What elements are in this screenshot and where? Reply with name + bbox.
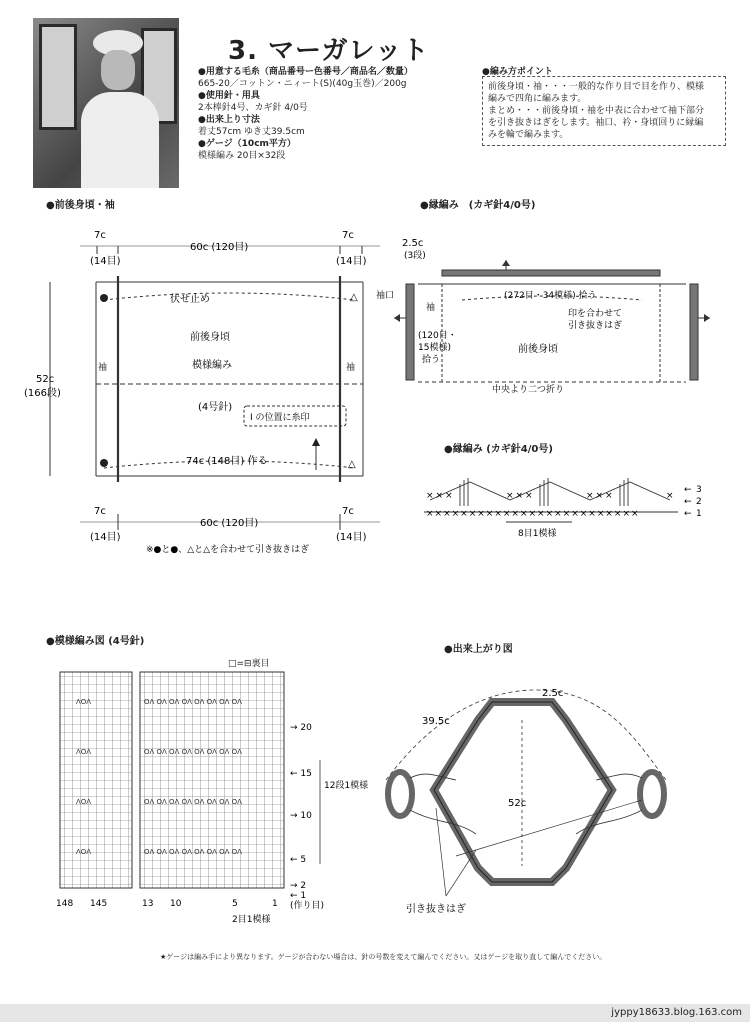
svg-text:×××: ××× [426, 491, 455, 501]
fold-label: 中央より二つ折り [492, 385, 565, 395]
point-box [482, 76, 726, 146]
front-bot-right: 7c [342, 506, 354, 517]
point-line: 編みで四角に編みます。 [488, 94, 587, 104]
cast-on-label: 74c (148目) 作る [186, 456, 268, 467]
front-bot-left: 7c [94, 506, 106, 517]
side1-label: (120目・ [418, 331, 457, 341]
pattern-x5: 5 [232, 899, 238, 909]
front-diagram [0, 210, 380, 560]
pattern-r5: ← 5 [290, 855, 307, 865]
finished-a: 2.5c [542, 688, 564, 699]
height-label: 52c [36, 374, 55, 385]
svg-text:×: × [666, 491, 674, 501]
size-value: 着丈57cm ゆき丈39.5cm [198, 127, 305, 137]
finished-c: 52c [508, 798, 527, 809]
svg-text:ΟΛ ΟΛ ΟΛ ΟΛ ΟΛ ΟΛ ΟΛ ΟΛ: ΟΛ ΟΛ ΟΛ ΟΛ ΟΛ ΟΛ ΟΛ ΟΛ [144, 798, 242, 806]
svg-text:←: ← [684, 485, 692, 495]
pattern-x10: 10 [170, 899, 182, 909]
edge-width: 2.5c [402, 238, 424, 249]
join-note: ※●と●、△と△を合わせて引き抜きはぎ [146, 545, 310, 555]
pattern-heading: ●模様編み図 (4号針) [46, 636, 145, 647]
pattern-x148: 148 [56, 899, 74, 909]
height-rows-label: (166段) [24, 388, 61, 399]
point-line: 前後身頃・袖・・・一般的な作り目で目を作り、模様 [488, 82, 705, 92]
edge-heading: ●縁編み (カギ針4/0号) [420, 200, 536, 211]
front-bot-right-st: (14目) [336, 532, 367, 543]
edge-chart-heading: ●縁編み (カギ針4/0号) [444, 444, 553, 455]
mark2-label: 引き抜きはぎ [568, 321, 623, 331]
front-top-left-st: (14目) [90, 256, 121, 267]
sleeve-right-label: 袖 [346, 363, 356, 373]
front-top-right-st: (14目) [336, 256, 367, 267]
marker-label: I の位置に糸印 [250, 413, 310, 423]
sleeve-left-label: 袖 [98, 363, 108, 373]
pattern-x13: 13 [142, 899, 154, 909]
pickup-label: (272目・34模様) 拾う [504, 291, 597, 301]
finished-heading: ●出来上がり図 [444, 644, 513, 655]
cuff-label: 袖口 [376, 291, 395, 301]
point-line: まとめ・・・前後身頃・袖を中表に合わせて袖下部分 [488, 106, 705, 116]
pattern-r20: → 20 [290, 723, 312, 733]
side2-label: 15模様) [418, 343, 451, 353]
edge-sleeve-label: 袖 [426, 303, 436, 313]
bind-off-label: 伏せ止め [170, 294, 210, 305]
pattern-r15: ← 15 [290, 769, 312, 779]
svg-text:ΛΟΛ: ΛΟΛ [76, 748, 92, 756]
front-top-center: 60c (120目) [190, 242, 249, 253]
svg-text:ΟΛ ΟΛ ΟΛ ΟΛ ΟΛ ΟΛ ΟΛ ΟΛ: ΟΛ ΟΛ ΟΛ ΟΛ ΟΛ ΟΛ ΟΛ ΟΛ [144, 748, 242, 756]
edge-diagram [372, 230, 722, 400]
model-photo [33, 18, 179, 188]
mark-label: 印を合わせて [568, 309, 623, 319]
size-heading: ●出来上り寸法 [198, 115, 260, 125]
pattern-r2: → 2 [290, 881, 307, 891]
tools-heading: ●使用針・用具 [198, 91, 260, 101]
footer-bar [0, 1004, 750, 1022]
svg-text:ΛΟΛ: ΛΟΛ [76, 848, 92, 856]
point-line: を引き抜きはぎをします。袖口、衿・身頃回りに縁編 [488, 118, 704, 128]
point-heading: ●編み方ポイント [482, 67, 553, 77]
svg-text:ΟΛ ΟΛ ΟΛ ΟΛ ΟΛ ΟΛ ΟΛ ΟΛ: ΟΛ ΟΛ ΟΛ ΟΛ ΟΛ ΟΛ ΟΛ ΟΛ [144, 848, 242, 856]
edge-rows: (3段) [404, 251, 426, 261]
edge-row1: 1 [696, 509, 702, 519]
gauge-note: ★ゲージは編み手により異なります。ゲージが合わない場合は、針の号数を変えて編んでください。又はゲージを取り直して編んでください。 [160, 953, 607, 961]
materials-info [198, 66, 468, 162]
svg-text:ΛΟΛ: ΛΟΛ [76, 798, 92, 806]
svg-text:←: ← [684, 497, 692, 507]
edge-row3: 3 [696, 485, 702, 495]
yarn-heading: ●用意する毛糸（商品番号ー色番号／商品名／数量） [198, 67, 413, 77]
needle-label: (4号針) [198, 402, 233, 413]
finished-join: 引き抜きはぎ [406, 904, 466, 915]
edge-chart [420, 458, 710, 548]
pattern-x1: 1 [272, 899, 278, 909]
front-top-left: 7c [94, 230, 106, 241]
gauge-heading: ●ゲージ（10cm平方） [198, 139, 296, 149]
pattern-x145: 145 [90, 899, 108, 909]
page-title: 3. マーガレット [228, 36, 430, 66]
pattern-r10: → 10 [290, 811, 312, 821]
front-top-right: 7c [342, 230, 354, 241]
svg-text:←: ← [684, 509, 692, 519]
pattern-cast: (作り目) [290, 901, 325, 911]
gauge-value: 模様編み 20目×32段 [198, 151, 286, 161]
svg-text:△: △ [350, 292, 358, 303]
footer-url: jyppy18633.blog.163.com [611, 1007, 742, 1018]
edge-repeat: 8目1模様 [518, 529, 557, 539]
front-bot-center: 60c (120目) [200, 518, 259, 529]
pattern-repeat-v: 12段1模様 [324, 781, 369, 791]
svg-text:△: △ [348, 459, 356, 470]
side3-label: 拾う [422, 355, 441, 365]
front-heading: ●前後身頃・袖 [46, 200, 115, 211]
yarn-value: 665-20／コットン・ニィート(S)(40g玉巻)／200g [198, 79, 407, 89]
tools-value: 2本棒針4号、カギ針 4/0号 [198, 103, 308, 113]
svg-text:×××××××××××××××××××××××××: ××××××××××××××××××××××××× [426, 509, 640, 519]
pattern-r1: ← 1 [290, 891, 307, 901]
svg-text:×××: ××× [586, 491, 615, 501]
finished-b: 39.5c [422, 716, 450, 727]
body-label: 前後身頃 [190, 332, 230, 343]
edge-row2: 2 [696, 497, 702, 507]
svg-text:×××: ××× [506, 491, 535, 501]
pattern-legend: □=⊟裏目 [228, 659, 270, 669]
svg-text:ΟΛ ΟΛ ΟΛ ΟΛ ΟΛ ΟΛ ΟΛ ΟΛ: ΟΛ ΟΛ ΟΛ ΟΛ ΟΛ ΟΛ ΟΛ ΟΛ [144, 698, 242, 706]
pattern-label: 模様編み [192, 360, 232, 371]
pattern-repeat-h: 2目1模様 [232, 915, 271, 925]
edge-body-label: 前後身頃 [518, 344, 558, 355]
finished-diagram [376, 660, 676, 920]
front-bot-left-st: (14目) [90, 532, 121, 543]
pattern-chart [40, 668, 370, 930]
point-line: みを輪で編みます。 [488, 130, 569, 140]
svg-text:ΛΟΛ: ΛΟΛ [76, 698, 92, 706]
